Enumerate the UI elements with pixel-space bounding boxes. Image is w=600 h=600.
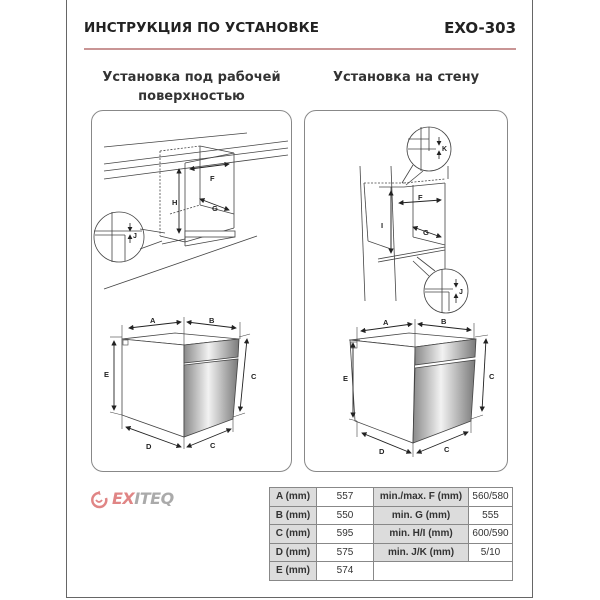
table-row [270,506,513,525]
dim-value: 550 [317,506,374,525]
label-i: I [381,221,384,230]
detail-magnifier-j [94,212,165,262]
table-row [270,488,513,507]
dim-value: 557 [317,488,374,507]
label-d: D [379,447,385,456]
oven-dimension-drawing [104,316,257,451]
dim-label: D (mm) [270,543,317,562]
label-j: J [459,289,463,296]
dim-label: A (mm) [270,488,317,507]
section-title-wall: Установка на стену [332,70,480,85]
label-c-width: C [210,441,216,450]
req-value: 555 [469,506,513,525]
req-label: min. H/I (mm) [374,525,469,544]
section-title-line1: Установка под рабочей [102,70,281,85]
label-j: J [133,233,137,240]
logo-wordmark [112,489,174,508]
section-title-line2: поверхностью [138,89,245,104]
oven-dimension-drawing [343,317,495,457]
table-row [270,543,513,562]
label-a: A [150,316,156,325]
diagram-wall [305,111,509,473]
label-d: D [146,442,152,451]
label-g: G [212,204,218,213]
label-f: F [418,193,423,202]
req-value: 5/10 [469,543,513,562]
req-label: min./max. F (mm) [374,488,469,507]
dim-value: 574 [317,562,374,581]
page-title: ИНСТРУКЦИЯ ПО УСТАНОВКЕ [84,20,320,36]
req-value: 600/590 [469,525,513,544]
detail-magnifier-j [413,257,468,313]
req-value: 560/580 [469,488,513,507]
label-a: A [383,318,389,327]
section-title-under-counter [91,68,292,106]
model-number: EXO-303 [444,19,516,37]
label-g: G [423,228,429,237]
label-f: F [210,174,215,183]
panel-under-counter [91,110,292,472]
label-c-height: C [489,372,495,381]
table-row [270,562,513,581]
label-c-width: C [444,445,450,454]
detail-magnifier-k [402,127,451,185]
label-c-height: C [251,372,257,381]
req-label: min. J/K (mm) [374,543,469,562]
dim-value: 575 [317,543,374,562]
dim-label: B (mm) [270,506,317,525]
panel-wall [304,110,508,472]
empty-cell [374,562,513,581]
dim-label: C (mm) [270,525,317,544]
label-k: K [442,146,448,153]
logo-wordmark-accent: EX [112,489,135,508]
logo-swirl-icon [90,490,110,510]
table-row [270,525,513,544]
dim-label: E (mm) [270,562,317,581]
label-h: H [172,198,178,207]
header-divider [84,48,516,50]
label-e: E [343,374,349,383]
label-b: B [441,317,447,326]
label-b: B [209,316,215,325]
brand-logo [90,489,180,511]
logo-wordmark-rest: ITEQ [134,489,174,508]
dim-value: 595 [317,525,374,544]
diagram-under-counter [92,111,293,473]
req-label: min. G (mm) [374,506,469,525]
dimensions-table [269,487,513,581]
label-e: E [104,370,110,379]
